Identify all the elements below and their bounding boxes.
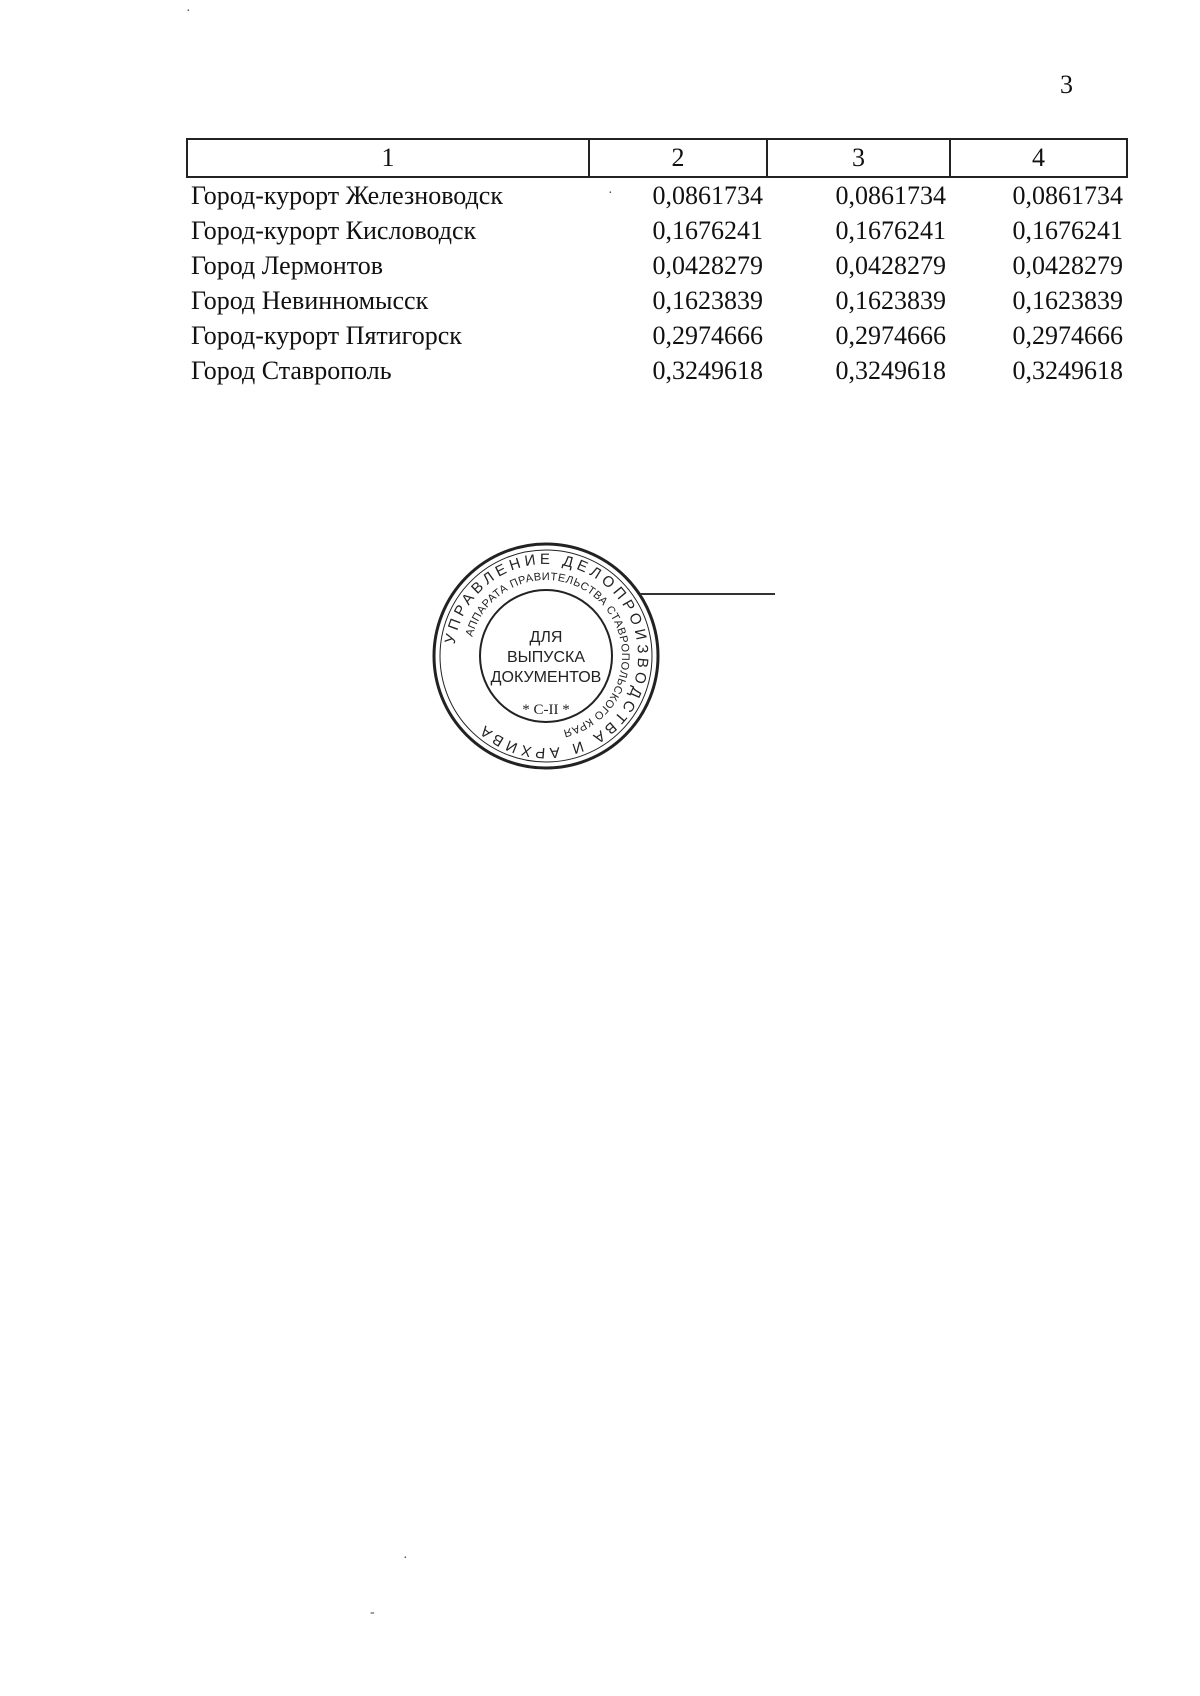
table-row xyxy=(187,248,1127,283)
stamp-center-line-3: ДОКУМЕНТОВ xyxy=(490,669,602,686)
stamp-code: * С-II * xyxy=(522,702,570,718)
stamp-outer-text: УПРАВЛЕНИЕ ДЕЛОПРОИЗВОДСТВА И АРХИВА xyxy=(441,550,652,762)
header-row xyxy=(187,139,1127,177)
municipality-name: Город Лермонтов xyxy=(191,251,383,280)
value-cell: 0,1676241 xyxy=(652,216,763,245)
column-header: 1 xyxy=(187,139,589,177)
scan-speck: · xyxy=(186,4,191,19)
value-cell: 0,0428279 xyxy=(835,251,946,280)
municipality-name: Город Ставрополь xyxy=(191,356,392,385)
municipality-name: Город-курорт Железноводск xyxy=(191,181,503,210)
table-row xyxy=(187,318,1127,353)
official-stamp xyxy=(430,540,662,772)
municipality-name: Город Невинномысск xyxy=(191,286,429,315)
municipality-name: Город-курорт Кисловодск xyxy=(191,216,477,245)
signature-line xyxy=(640,593,775,595)
column-header: 3 xyxy=(767,139,950,177)
value-cell: 0,1623839 xyxy=(1012,286,1123,315)
table-row xyxy=(187,213,1127,248)
column-header: 4 xyxy=(950,139,1127,177)
table-row xyxy=(187,353,1127,388)
table-row xyxy=(187,283,1127,318)
value-cell: 0,1623839 xyxy=(835,286,946,315)
column-header: 2 xyxy=(589,139,767,177)
value-cell: 0,2974666 xyxy=(1012,321,1123,350)
value-cell: 0,0861734 xyxy=(1012,181,1123,210)
table-row xyxy=(187,177,1127,213)
page-number: 3 xyxy=(1060,70,1073,99)
value-cell: 0,0428279 xyxy=(652,251,763,280)
stamp-inner-text: АППАРАТА ПРАВИТЕЛЬСТВА СТАВРОПОЛЬСКОГО КРАЯ xyxy=(463,570,632,739)
municipality-name: Город-курорт Пятигорск xyxy=(191,321,462,350)
value-cell: 0,2974666 xyxy=(835,321,946,350)
value-cell: 0,3249618 xyxy=(835,356,946,385)
value-cell: 0,0861734 xyxy=(835,181,946,210)
stamp-center-line-2: ВЫПУСКА xyxy=(506,649,586,666)
value-cell: 0,2974666 xyxy=(652,321,763,350)
value-cell: 0,3249618 xyxy=(652,356,763,385)
scan-speck: · xyxy=(403,1551,408,1566)
data-table xyxy=(186,138,1128,388)
value-cell: 0,1623839 xyxy=(652,286,763,315)
value-cell: 0,3249618 xyxy=(1012,356,1123,385)
value-cell: 0,1676241 xyxy=(1012,216,1123,245)
value-cell: 0,0428279 xyxy=(1012,251,1123,280)
stamp-center-line-1: ДЛЯ xyxy=(529,629,563,646)
scan-speck: · xyxy=(608,186,613,201)
scan-speck: - xyxy=(370,1605,375,1620)
value-cell: 0,1676241 xyxy=(835,216,946,245)
value-cell: 0,0861734 xyxy=(652,181,763,210)
